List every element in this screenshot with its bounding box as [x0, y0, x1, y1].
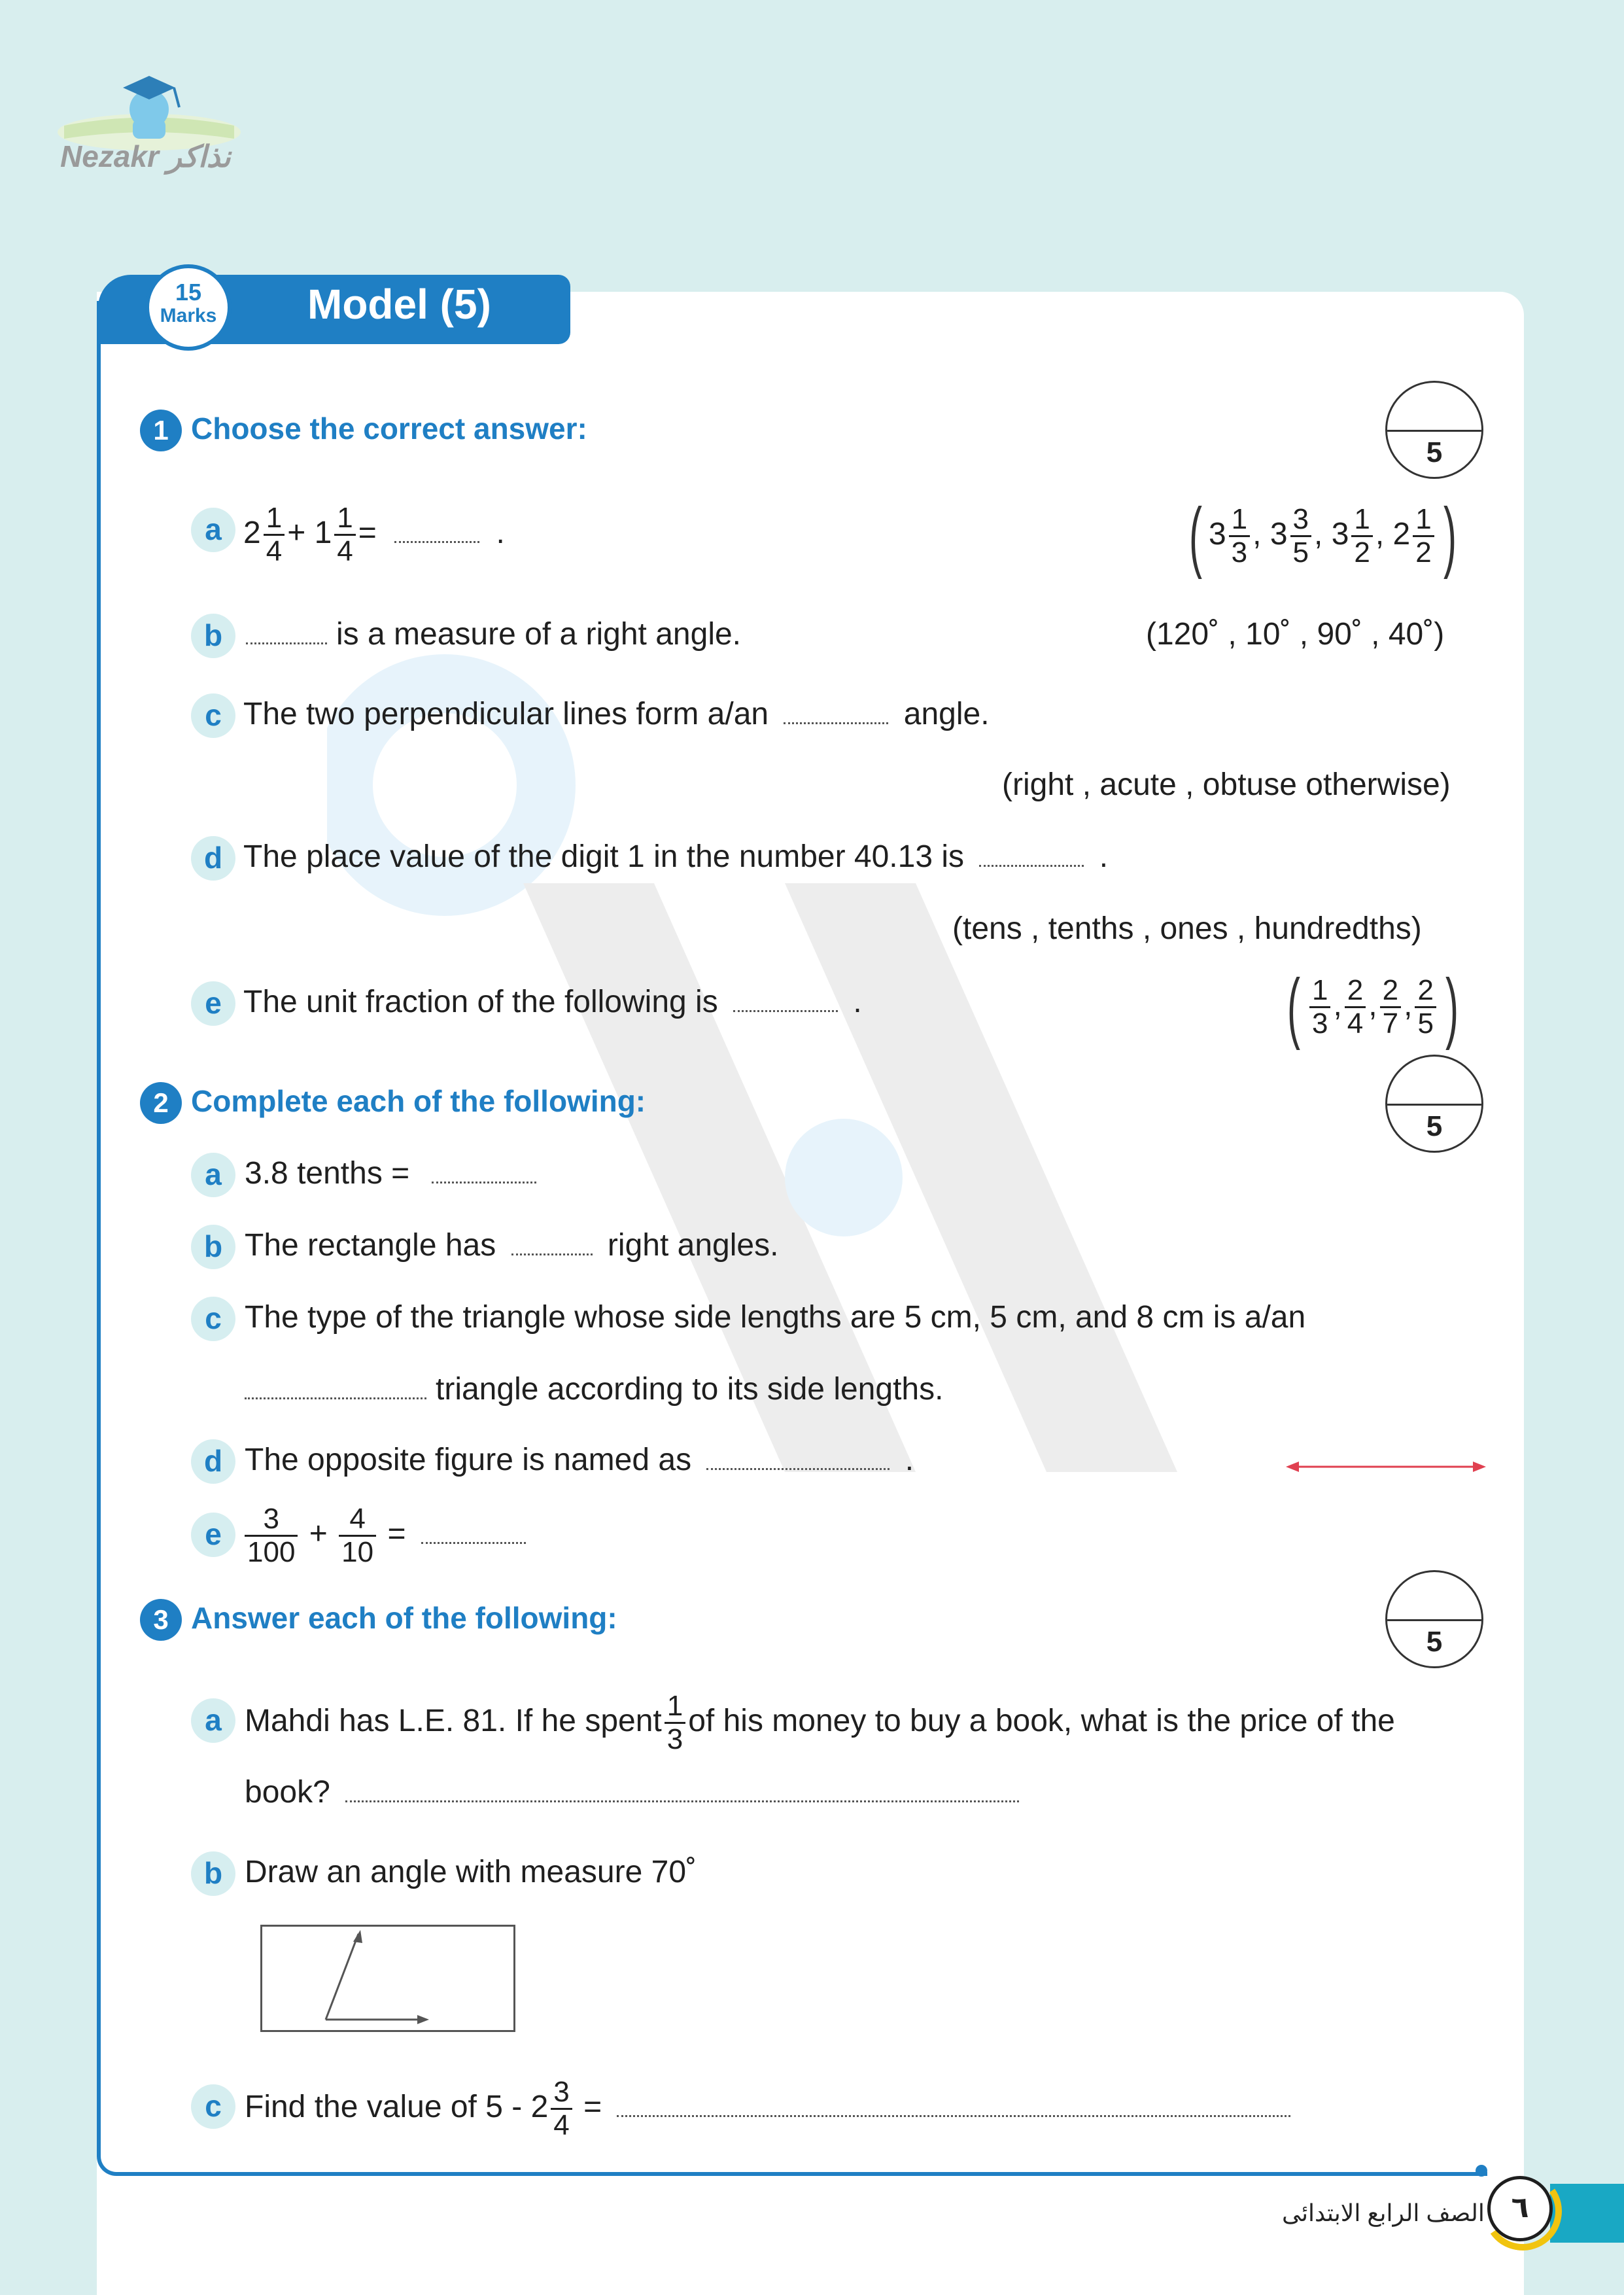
- q1e-letter: e: [191, 981, 235, 1026]
- q1b-text: is a measure of a right angle.: [246, 616, 741, 652]
- q1a-expression: 2 $\frac{1}{4}$ + 1 $\frac{1}{4}$ = .: [243, 501, 505, 567]
- q1e-options: ( $\frac{1}{3}$ , $\frac{2}{4}$ , $\frac{2}{7}$ , $\frac{2}{5}$ ): [1287, 963, 1459, 1051]
- q1d-options: (tens , tenths , ones , hundredths): [952, 911, 1422, 946]
- section-1-number: 1: [140, 410, 182, 451]
- section-3-score-circle: [1385, 1570, 1483, 1668]
- q1b-letter: b: [191, 614, 235, 658]
- q1c-letter: c: [191, 693, 235, 738]
- q1d-letter: d: [191, 836, 235, 881]
- q3c-expression: Find the value of 5 - 2 $\frac{3}{4}$ =: [245, 2071, 1290, 2143]
- q2d-letter: d: [191, 1439, 235, 1484]
- q2e-expression: $\frac{3}{100}$ + $\frac{4}{10}$ =: [242, 1498, 526, 1570]
- q1d-text: The place value of the digit 1 in the number 40.13 is .: [243, 839, 1109, 874]
- page-number: ٦: [1487, 2176, 1553, 2241]
- q3a-letter: a: [191, 1698, 235, 1743]
- q1a-answer-blank[interactable]: [394, 534, 479, 543]
- logo-text: Nezakr نذاكر: [60, 139, 231, 173]
- q1c-options: (right , acute , obtuse otherwise): [1002, 767, 1451, 802]
- q3a-line1: Mahdi has L.E. 81. If he spent $\frac{1}{3}$ of his money to buy a book, what is the price of the: [245, 1689, 1395, 1755]
- section-1-score: 5: [1426, 436, 1443, 468]
- section-2-title: Complete each of the following:: [191, 1084, 646, 1118]
- q3b-letter: b: [191, 1851, 235, 1896]
- marks-number: 15: [175, 279, 202, 306]
- q2b-answer-blank[interactable]: [511, 1247, 593, 1255]
- q3a-line2: book?: [245, 1774, 1019, 1810]
- section-3-score: 5: [1426, 1626, 1443, 1658]
- q1e-answer-blank[interactable]: [733, 1004, 838, 1012]
- marks-label: Marks: [160, 305, 217, 326]
- section-3-number: 3: [140, 1599, 182, 1641]
- q1b-options: (120˚ , 10˚ , 90˚ , 40˚): [1146, 617, 1445, 652]
- q1a-options: ( 3 $\frac{1}{3}$ , 3 $\frac{3}{5}$ , 3 $\frac{1}{2}$ , 2 $\frac{1}{2}$ ): [1188, 492, 1457, 580]
- q3a-answer-blank[interactable]: [345, 1794, 1019, 1802]
- q2c-line2: triangle according to its side lengths.: [245, 1371, 943, 1407]
- q2b-text: The rectangle has right angles.: [245, 1228, 779, 1263]
- q2c-answer-blank[interactable]: [245, 1391, 426, 1399]
- page-title: Model (5): [307, 281, 491, 328]
- q1d-answer-blank[interactable]: [979, 858, 1084, 867]
- q1c-text: The two perpendicular lines form a/an angle.: [243, 697, 990, 731]
- section-1-score-circle: [1385, 381, 1483, 479]
- section-3-title: Answer each of the following:: [191, 1601, 617, 1635]
- q1e-text: The unit fraction of the following is .: [243, 985, 862, 1019]
- frame-end-dot: [1476, 2165, 1487, 2177]
- line-figure-icon: [1285, 1456, 1487, 1477]
- q2d-answer-blank[interactable]: [706, 1462, 890, 1470]
- q2a-answer-blank[interactable]: [432, 1175, 536, 1183]
- angle-drawing-box[interactable]: [260, 1925, 515, 2032]
- section-1-title: Choose the correct answer:: [191, 412, 587, 446]
- q3b-text: Draw an angle with measure 70˚: [245, 1855, 697, 1889]
- q2c-letter: c: [191, 1297, 235, 1341]
- q1b-answer-blank[interactable]: [246, 636, 327, 644]
- q1a-letter: a: [191, 508, 235, 552]
- grade-label: الصف الرابع الابتدائى: [1282, 2199, 1485, 2226]
- q2c-line1: The type of the triangle whose side lengths are 5 cm, 5 cm, and 8 cm is a/an: [245, 1300, 1306, 1335]
- q2a-text: 3.8 tenths =: [245, 1155, 536, 1191]
- q2e-answer-blank[interactable]: [421, 1535, 526, 1544]
- marks-badge: [145, 264, 232, 351]
- q1c-answer-blank[interactable]: [784, 716, 888, 724]
- q3c-letter: c: [191, 2084, 235, 2129]
- logo: [51, 47, 247, 191]
- q2a-letter: a: [191, 1153, 235, 1197]
- q3c-answer-blank[interactable]: [617, 2109, 1290, 2117]
- q2b-letter: b: [191, 1225, 235, 1269]
- section-2-score: 5: [1426, 1110, 1443, 1142]
- section-2-score-circle: [1385, 1055, 1483, 1153]
- q2e-letter: e: [191, 1513, 235, 1557]
- q2d-text: The opposite figure is named as .: [245, 1443, 914, 1477]
- section-2-number: 2: [140, 1082, 182, 1124]
